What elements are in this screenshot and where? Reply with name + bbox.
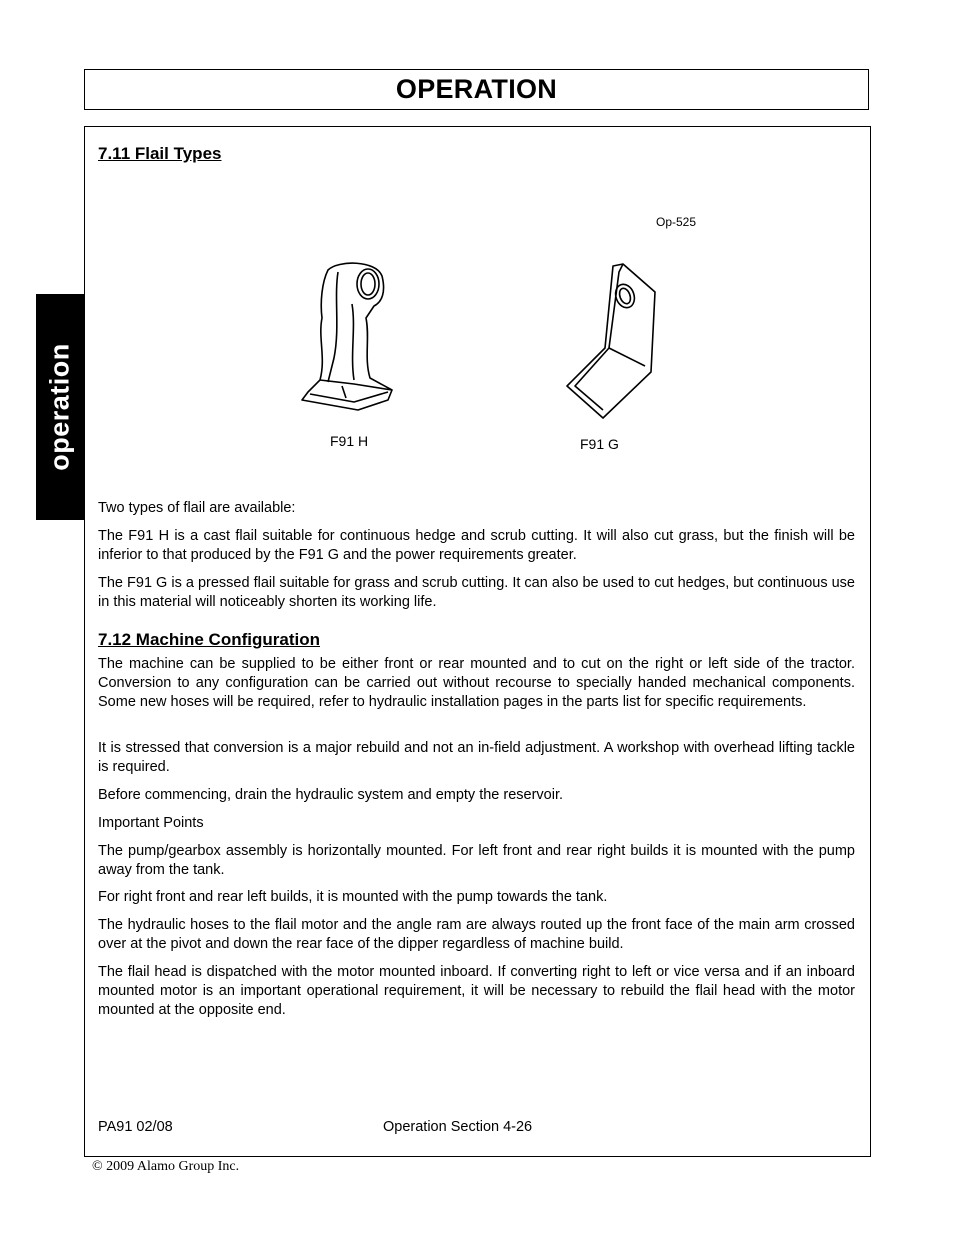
figure-label-f91h: F91 H (330, 433, 369, 449)
footer-section-page: Operation Section 4-26 (383, 1119, 533, 1135)
section-heading-machine-configuration: 7.12 Machine Configuration (98, 630, 320, 649)
paragraph: The pump/gearbox assembly is horizontally mounted. For left front and rear right builds it is mounted with the pump away from the tank. (98, 843, 855, 878)
copyright: © 2009 Alamo Group Inc. (92, 1159, 240, 1174)
paragraph: The machine can be supplied to be either front or rear mounted and to cut on the right or left side of the tractor. Conversion to any configuration can be carried out without recourse to specially handed mechanical components. Some new hoses will be required, refer to hydraulic installation pages in the parts list for specific requirements. (98, 656, 855, 710)
figure-label-f91g: F91 G (580, 436, 619, 452)
paragraph: The F91 G is a pressed flail suitable for grass and scrub cutting. It can also be used to cut hedges, but continuous use in this material will noticeably shorten its working life. (98, 575, 855, 610)
paragraph: The flail head is dispatched with the motor mounted inboard. If converting right to left or vice versa and if an inboard mounted motor is an important operational requirement, it will be necessary to rebuild the flail head with the motor mounted at the opposite end. (98, 964, 855, 1018)
paragraph: The F91 H is a cast flail suitable for continuous hedge and scrub cutting. It will also cut grass, but the finish will be inferior to that produced by the F91 G and the power requirements greater. (98, 528, 855, 563)
flail-f91g-illustration (565, 262, 661, 420)
section-heading-flail-types: 7.11 Flail Types (98, 144, 222, 163)
paragraph: The hydraulic hoses to the flail motor and the angle ram are always routed up the front face of the main arm crossed over at the pivot and down the rear face of the dipper regardless of machine build. (98, 917, 855, 952)
flail-f91h-illustration (298, 258, 398, 416)
paragraph: It is stressed that conversion is a major rebuild and not an in-field adjustment. A workshop with overhead lifting tackle is required. (98, 740, 855, 775)
side-tab (36, 294, 84, 520)
footer-doc-code: PA91 02/08 (98, 1119, 173, 1135)
page-header (84, 69, 869, 110)
paragraph: Before commencing, drain the hydraulic system and empty the reservoir. (98, 787, 564, 803)
side-tab-label: operation (44, 343, 75, 471)
paragraph: For right front and rear left builds, it is mounted with the pump towards the tank. (98, 889, 608, 905)
figure-reference: Op-525 (656, 215, 697, 229)
paragraph: Important Points (98, 815, 204, 831)
page-title: OPERATION (395, 74, 558, 104)
paragraph: Two types of flail are available: (98, 500, 296, 516)
